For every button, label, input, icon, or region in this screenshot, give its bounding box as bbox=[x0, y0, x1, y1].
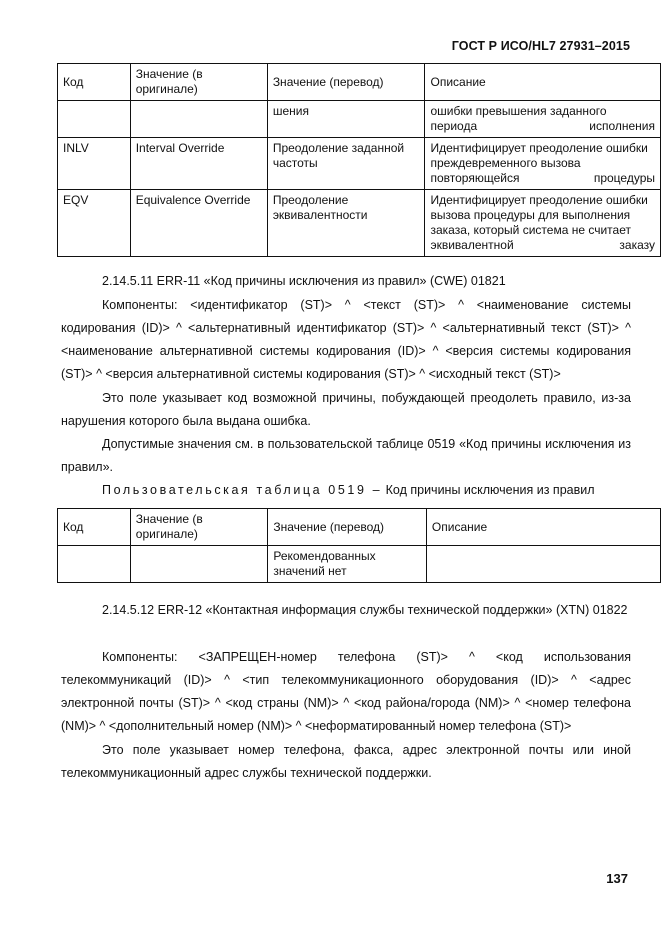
document-header: ГОСТ Р ИСО/HL7 27931–2015 bbox=[451, 39, 630, 53]
table-cell: шения bbox=[267, 101, 425, 138]
section-title-err12: 2.14.5.12 ERR-12 «Контактная информация службы технической поддержки» (XTN) 01822 bbox=[102, 603, 628, 617]
table-cell bbox=[58, 101, 131, 138]
column-header: Значение (перевод) bbox=[268, 509, 427, 546]
table-caption-title: Код причины исключения из правил bbox=[385, 483, 595, 497]
column-header: Значение (перевод) bbox=[267, 64, 425, 101]
column-header: Описание bbox=[425, 64, 661, 101]
table-row bbox=[58, 190, 661, 257]
table-cell bbox=[130, 546, 268, 583]
description-err11: Это поле указывает код возможной причины, побуждающей преодолеть правило, из-за нарушения которого была выдана ошибка. bbox=[61, 391, 631, 428]
table-cell bbox=[130, 101, 267, 138]
table-row bbox=[58, 546, 661, 583]
section-title-err11: 2.14.5.11 ERR-11 «Код причины исключения из правил» (CWE) 01821 bbox=[102, 274, 506, 288]
table-cell: ошибки превышения заданного периода исполнения bbox=[425, 101, 661, 138]
description-err12: Это поле указывает номер телефона, факса, адрес электронной почты или иной телекоммуникационный адрес службы технической поддержки. bbox=[61, 743, 631, 780]
table-0519 bbox=[57, 508, 661, 583]
table-cell: EQV bbox=[58, 190, 131, 257]
table-cell: Идентифицирует преодоление ошибки преждевременного вызова повторяющейся процедуры bbox=[425, 138, 661, 190]
table-row bbox=[58, 101, 661, 138]
table-cell bbox=[426, 546, 660, 583]
table-row bbox=[58, 138, 661, 190]
allowed-values-note: Допустимые значения см. в пользовательской таблице 0519 «Код причины исключения из правил». bbox=[61, 437, 631, 474]
table-cell: Идентифицирует преодоление ошибки вызова процедуры для выполнения заказа, который система не считает эквивалентной заказу bbox=[425, 190, 661, 257]
table-cell: Рекомендованных значений нет bbox=[268, 546, 427, 583]
column-header: Код bbox=[58, 509, 131, 546]
table-cell: INLV bbox=[58, 138, 131, 190]
column-header: Код bbox=[58, 64, 131, 101]
table-header-row bbox=[58, 64, 661, 101]
table-caption-label: Пользовательская таблица 0519 – bbox=[102, 483, 383, 497]
table-header-row bbox=[58, 509, 661, 546]
column-header: Описание bbox=[426, 509, 660, 546]
column-header: Значение (в оригинале) bbox=[130, 64, 267, 101]
table-cell bbox=[58, 546, 131, 583]
components-err12: Компоненты: <ЗАПРЕЩЕН-номер телефона (ST)> ^ <код использования телекоммуникаций (ID)> ^ <тип телекоммуникационного оборудования (ID)> ^ <адрес электронной почты (ST)> ^ <код страны (NM)> ^ <код района/города (NM)> ^ <номер телефона (NM)> ^ <дополнительный номер (NM)> ^ <неформатированный номер телефона (ST)> bbox=[61, 650, 631, 733]
column-header: Значение (в оригинале) bbox=[130, 509, 268, 546]
table-cell: Преодоление эквивалентности bbox=[267, 190, 425, 257]
components-err11: Компоненты: <идентификатор (ST)> ^ <текст (ST)> ^ <наименование системы кодирования (ID)> ^ <альтернативный идентификатор (ST)> ^ <альтернативный текст (ST)> ^ <наименование альтернативной системы кодирования (ID)> ^ <версия системы кодирования (ST)> ^ <версия альтернативной системы кодирования (ST)> ^ <исходный текст (ST)> bbox=[61, 298, 631, 381]
table-cell: Equivalence Override bbox=[130, 190, 267, 257]
table-cell: Преодоление заданной частоты bbox=[267, 138, 425, 190]
table-cell: Interval Override bbox=[130, 138, 267, 190]
table-continued bbox=[57, 63, 661, 257]
table-caption bbox=[61, 479, 631, 502]
page-number: 137 bbox=[606, 871, 628, 886]
